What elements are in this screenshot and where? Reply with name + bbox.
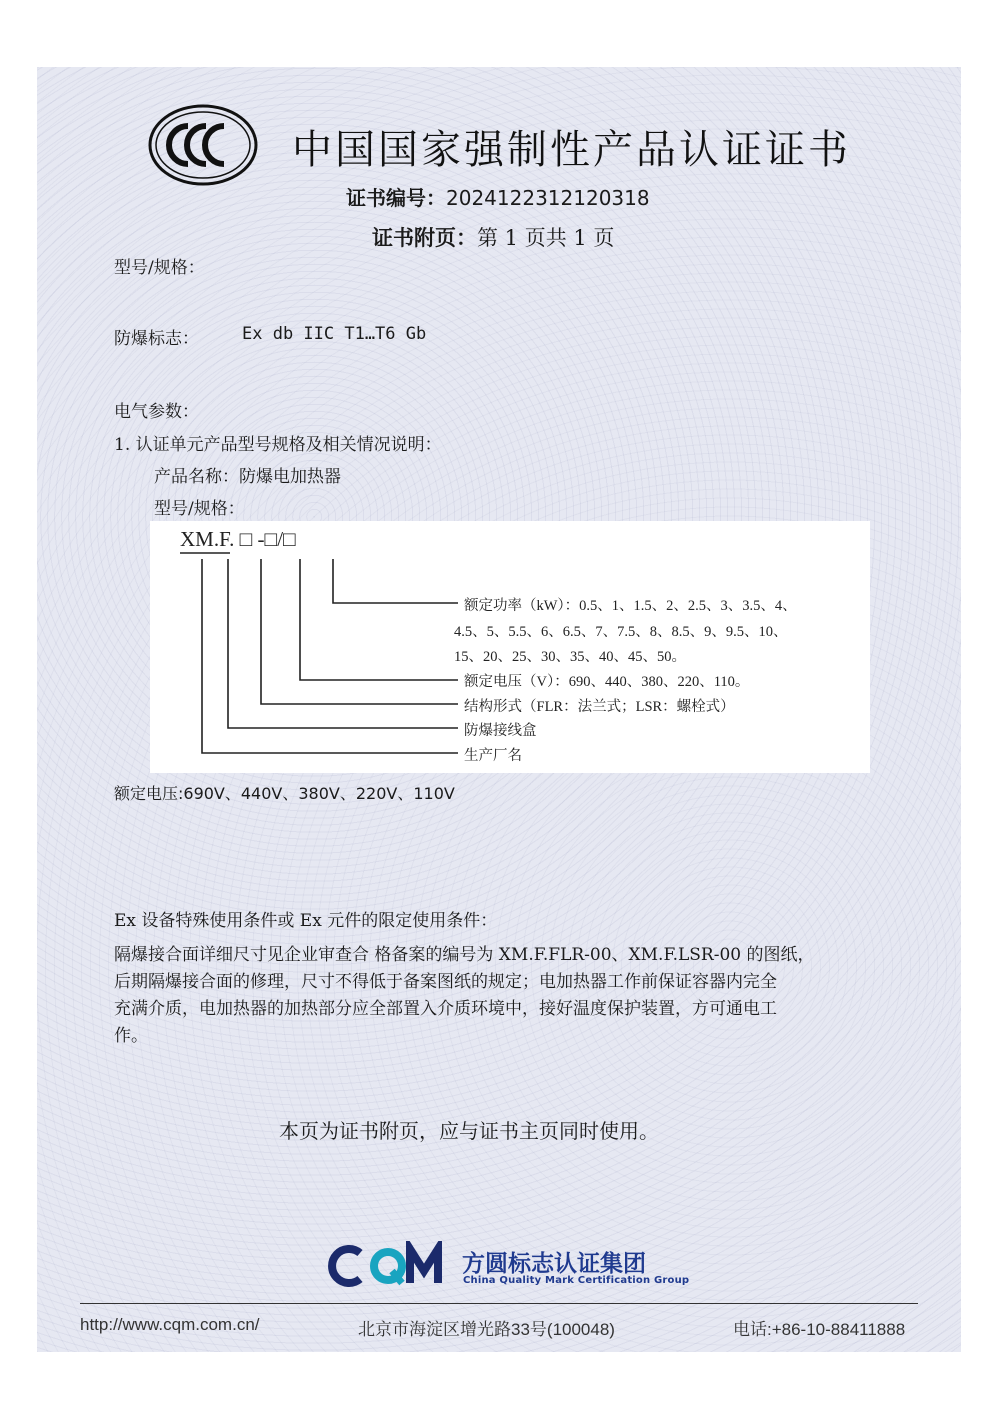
footer-address: 北京市海淀区增光路33号(100048): [358, 1320, 615, 1339]
footer-website[interactable]: http://www.cqm.com.cn/: [80, 1315, 260, 1334]
rated-power-line-3: 15、20、25、30、35、40、45、50。: [454, 649, 686, 665]
special-conditions-line-2: 后期隔爆接合面的修理，尺寸不得低于备案图纸的规定；电加热器工作前保证容器内完全: [114, 972, 777, 992]
junction-box: 防爆接线盒: [464, 723, 537, 739]
certificate-number-value: 2024122312120318: [446, 186, 650, 210]
special-conditions-line-1: 隔爆接合面详细尺寸见企业审查合 格备案的编号为 XM.F.FLR-00、XM.F.LSR-00 的图纸，: [114, 945, 815, 965]
product-name: 产品名称：防爆电加热器: [154, 467, 341, 487]
ex-mark-value: Ex db IIC T1…T6 Gb: [242, 324, 427, 344]
manufacturer-name: 生产厂名: [464, 748, 522, 764]
model-spec-label: 型号/规格：: [154, 499, 245, 519]
annex-value: 第 1 页共 1 页: [477, 226, 615, 250]
certificate-title: 中国国家强制性产品认证证书: [292, 127, 851, 173]
rated-power-line-1: 额定功率（kW）：0.5、1、1.5、2、2.5、3、3.5、4、: [464, 598, 797, 614]
rated-voltage: 额定电压:690V、440V、380V、220V、110V: [114, 784, 455, 803]
special-conditions-title: Ex 设备特殊使用条件或 Ex 元件的限定使用条件：: [114, 911, 498, 931]
rated-voltage-option: 额定电压（V）：690、440、380、220、110。: [464, 674, 750, 690]
certificate-number-label: 证书编号：: [346, 186, 446, 210]
cqm-logo-name-en: China Quality Mark Certification Group: [463, 1275, 690, 1286]
certificate-number: [346, 182, 650, 211]
structure-type: 结构形式（FLR：法兰式；LSR：螺栓式）: [464, 699, 735, 715]
cqm-logo-name-cn: 方圆标志认证集团: [462, 1251, 646, 1277]
annex-footnote: 本页为证书附页，应与证书主页同时使用。: [279, 1119, 659, 1143]
electrical-params-label: 电气参数：: [114, 402, 199, 422]
rated-power-line-2: 4.5、5、5.5、6、6.5、7、7.5、8、8.5、9、9.5、10、: [454, 624, 788, 640]
ccc-logo: [148, 104, 258, 186]
cqm-logo: [328, 1241, 453, 1289]
footer-phone: 电话:+86-10-88411888: [733, 1320, 906, 1339]
annex-page: [372, 222, 614, 252]
model-code-diagram: [150, 521, 870, 773]
annex-label: 证书附页：: [372, 225, 477, 250]
ex-mark-label: 防爆标志：: [114, 329, 199, 349]
footer-divider: [80, 1303, 918, 1304]
special-conditions-line-3: 充满介质，电加热器的加热部分应全部置入介质环境中，接好温度保护装置，方可通电工: [114, 999, 777, 1019]
model-label: 型号/规格：: [114, 258, 205, 278]
special-conditions-line-4: 作。: [114, 1026, 148, 1046]
model-code: XM.F. □ -□/□: [180, 527, 296, 551]
item-1-heading: 1. 认证单元产品型号规格及相关情况说明：: [114, 435, 442, 455]
